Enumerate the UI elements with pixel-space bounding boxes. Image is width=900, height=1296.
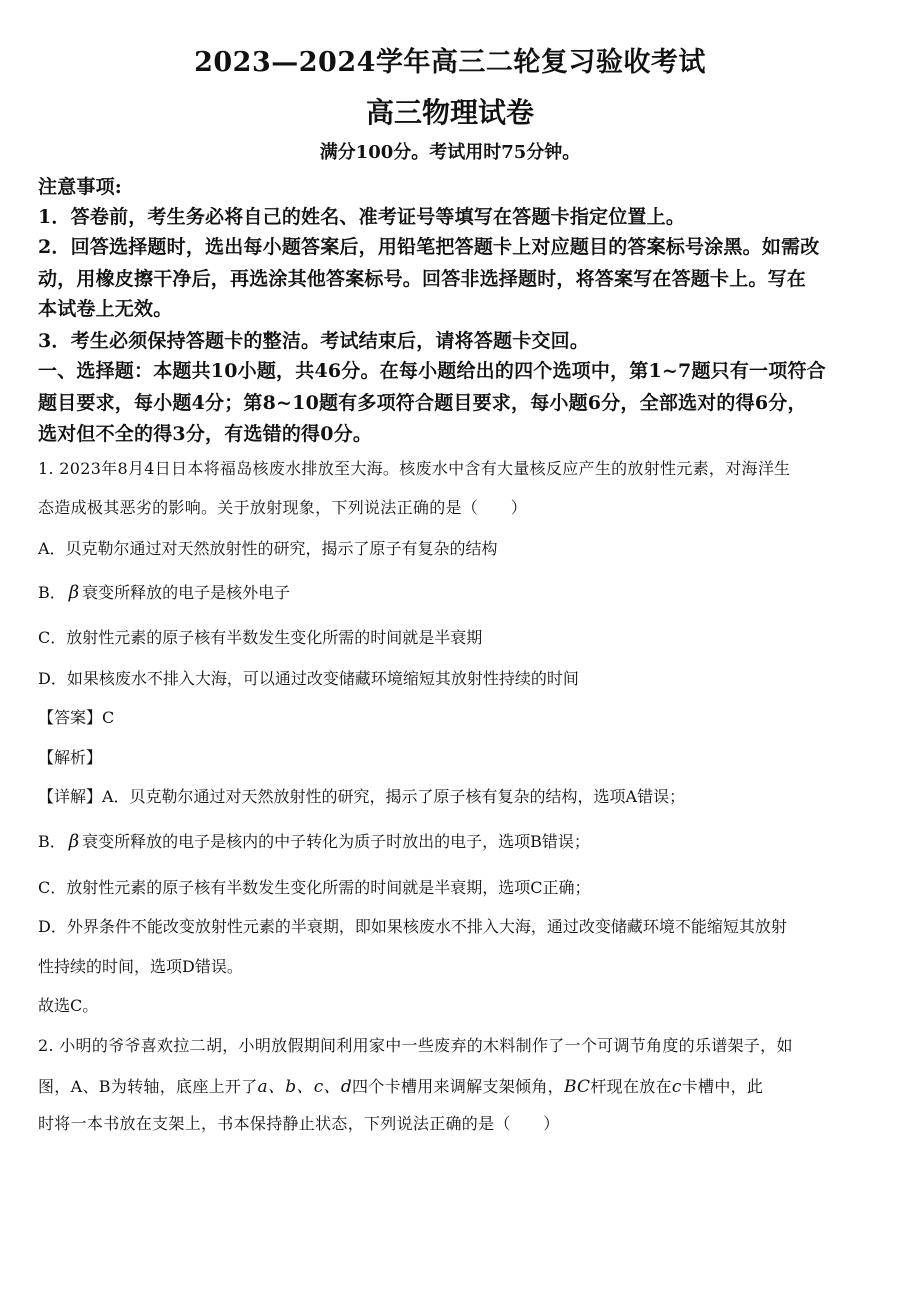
q2-line2-part-c: 杆现在放在 <box>590 1077 672 1096</box>
exam-title: 2023—2024学年高三二轮复习验收考试 <box>194 47 706 78</box>
q1-detail-d-1: D．外界条件不能改变放射性元素的半衰期，即如果核废水不排入大海，通过改变储藏环境不能缩短其放射 <box>38 917 787 936</box>
q1-detail-a: 【详解】A．贝克勒尔通过对天然放射性的研究，揭示了原子核有复杂的结构，选项A错误； <box>38 787 686 806</box>
beta-symbol: β <box>68 831 80 852</box>
q2-line2-part-a: 图，A、B为转轴，底座上开了 <box>38 1077 258 1096</box>
notice-line-5: 3．考生必须保持答题卡的整洁。考试结束后，请将答题卡交回。 <box>38 330 590 352</box>
section-instructions-1: 一、选择题：本题共10小题，共46分。在每小题给出的四个选项中，第1~7题只有一项符合 <box>38 360 826 382</box>
notice-line-3: 动，用橡皮擦干净后，再选涂其他答案标号。回答非选择题时，将答案写在答题卡上。写在 <box>38 268 807 290</box>
q1-conclusion: 故选C。 <box>38 996 99 1015</box>
q2-c-slot-label: c <box>671 1077 682 1097</box>
beta-symbol: β <box>68 582 80 603</box>
q1-answer: 【答案】C <box>38 708 115 727</box>
q2-stem-line-1: 2. 小明的爷爷喜欢拉二胡，小明放假期间利用家中一些废弃的木料制作了一个可调节角度的乐谱架子，如 <box>38 1036 793 1055</box>
q1-option-d: D．如果核废水不排入大海，可以通过改变储藏环境缩短其放射性持续的时间 <box>38 669 579 688</box>
q2-line2-part-b: 四个卡槽用来调解支架倾角， <box>352 1077 564 1096</box>
q2-bc-rod-label: BC <box>563 1077 591 1097</box>
exam-subtitle: 高三物理试卷 <box>365 96 534 129</box>
exam-meta: 满分100分。考试用时75分钟。 <box>319 142 581 163</box>
notice-line-2: 2．回答选择题时，选出每小题答案后，用铅笔把答题卡上对应题目的答案标号涂黑。如需改 <box>38 236 820 258</box>
q1-option-b-prefix: B． <box>38 583 66 602</box>
q1-analysis-heading: 【解析】 <box>38 748 103 767</box>
q1-detail-b <box>38 829 590 852</box>
q1-option-a: A．贝克勒尔通过对天然放射性的研究，揭示了原子有复杂的结构 <box>38 539 498 558</box>
q2-line2-part-d: 卡槽中，此 <box>681 1077 764 1096</box>
q1-detail-b-text: 衰变所释放的电子是核内的中子转化为质子时放出的电子，选项B错误； <box>82 832 590 851</box>
section-instructions-2: 题目要求，每小题4分；第8~10题有多项符合题目要求，每小题6分，全部选对的得6分， <box>38 392 807 414</box>
notice-line-1: 1．答卷前，考生务必将自己的姓名、准考证号等填写在答题卡指定位置上。 <box>38 206 686 228</box>
q1-detail-d-2: 性持续的时间，选项D错误。 <box>38 957 243 976</box>
q2-slot-labels: a、b、c、d <box>257 1077 353 1097</box>
notice-line-4: 本试卷上无效。 <box>38 298 173 320</box>
q1-option-b-text: 衰变所释放的电子是核外电子 <box>82 583 291 602</box>
q2-stem-line-3: 时将一本书放在支架上，书本保持静止状态，下列说法正确的是（ ） <box>38 1114 560 1133</box>
section-instructions-3: 选对但不全的得3分，有选错的得0分。 <box>38 423 373 445</box>
q1-option-b <box>38 580 290 603</box>
q1-option-c: C．放射性元素的原子核有半数发生变化所需的时间就是半衰期 <box>38 628 483 647</box>
notice-heading: 注意事项: <box>38 176 123 198</box>
q1-detail-c: C．放射性元素的原子核有半数发生变化所需的时间就是半衰期，选项C正确； <box>38 878 591 897</box>
q1-stem-line-1: 1. 2023年8月4日日本将福岛核废水排放至大海。核废水中含有大量核反应产生的放射性元素，对海洋生 <box>38 459 791 478</box>
q2-stem-line-2 <box>38 1072 763 1097</box>
q1-detail-b-prefix: B． <box>38 832 66 851</box>
q1-stem-line-2: 态造成极其恶劣的影响。关于放射现象，下列说法正确的是（ ） <box>38 498 528 517</box>
